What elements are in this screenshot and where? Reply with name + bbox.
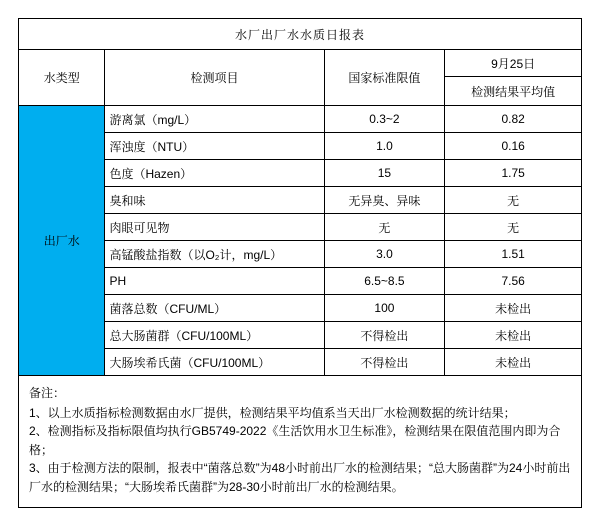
test-item: 色度（Hazen）	[105, 160, 324, 187]
result-value: 无	[445, 187, 582, 214]
note-line-3: 3、由于检测方法的限制，报表中“菌落总数”为48小时前出厂水的检测结果；“总大肠菌群”为24小时前出厂水的检测结果；“大肠埃希氏菌群”为28-30小时前出厂水的检测结果。	[29, 461, 571, 494]
result-value: 0.16	[445, 133, 582, 160]
water-type-value: 出厂水	[19, 106, 105, 376]
header-date: 9月25日	[445, 50, 582, 77]
result-value: 0.82	[445, 106, 582, 133]
test-item: 菌落总数（CFU/ML）	[105, 295, 324, 322]
note-line-2: 2、检测指标及指标限值均执行GB5749-2022《生活饮用水卫生标准》，检测结果在限值范围内即为合格；	[29, 424, 561, 457]
test-item: PH	[105, 268, 324, 295]
test-item: 浑浊度（NTU）	[105, 133, 324, 160]
test-item: 游离氯（mg/L）	[105, 106, 324, 133]
limit-value: 1.0	[324, 133, 445, 160]
result-value: 无	[445, 214, 582, 241]
result-value: 未检出	[445, 349, 582, 376]
table-row	[19, 106, 582, 133]
test-item: 肉眼可见物	[105, 214, 324, 241]
limit-value: 6.5~8.5	[324, 268, 445, 295]
result-value: 未检出	[445, 295, 582, 322]
notes-section	[18, 376, 582, 508]
result-value: 1.51	[445, 241, 582, 268]
limit-value: 无	[324, 214, 445, 241]
limit-value: 3.0	[324, 241, 445, 268]
result-value: 7.56	[445, 268, 582, 295]
limit-value: 15	[324, 160, 445, 187]
header-result-average: 检测结果平均值	[445, 77, 582, 106]
header-water-type: 水类型	[19, 50, 105, 106]
test-item: 总大肠菌群（CFU/100ML）	[105, 322, 324, 349]
header-test-item: 检测项目	[105, 50, 324, 106]
table-header-row-1	[19, 50, 582, 77]
note-line-1: 1、以上水质指标检测数据由水厂提供，检测结果平均值系当天出厂水检测数据的统计结果；	[29, 405, 516, 420]
test-item: 臭和味	[105, 187, 324, 214]
limit-value: 不得检出	[324, 349, 445, 376]
result-value: 1.75	[445, 160, 582, 187]
table-title-row	[19, 19, 582, 50]
limit-value: 100	[324, 295, 445, 322]
limit-value: 0.3~2	[324, 106, 445, 133]
header-national-limit: 国家标准限值	[324, 50, 445, 106]
test-item: 大肠埃希氏菌（CFU/100ML）	[105, 349, 324, 376]
page-title: 水厂出厂水水质日报表	[19, 19, 582, 50]
notes-title: 备注：	[29, 386, 66, 400]
limit-value: 不得检出	[324, 322, 445, 349]
test-item: 高锰酸盐指数（以O₂计，mg/L）	[105, 241, 324, 268]
result-value: 未检出	[445, 322, 582, 349]
limit-value: 无异臭、异味	[324, 187, 445, 214]
water-quality-table	[18, 18, 582, 376]
